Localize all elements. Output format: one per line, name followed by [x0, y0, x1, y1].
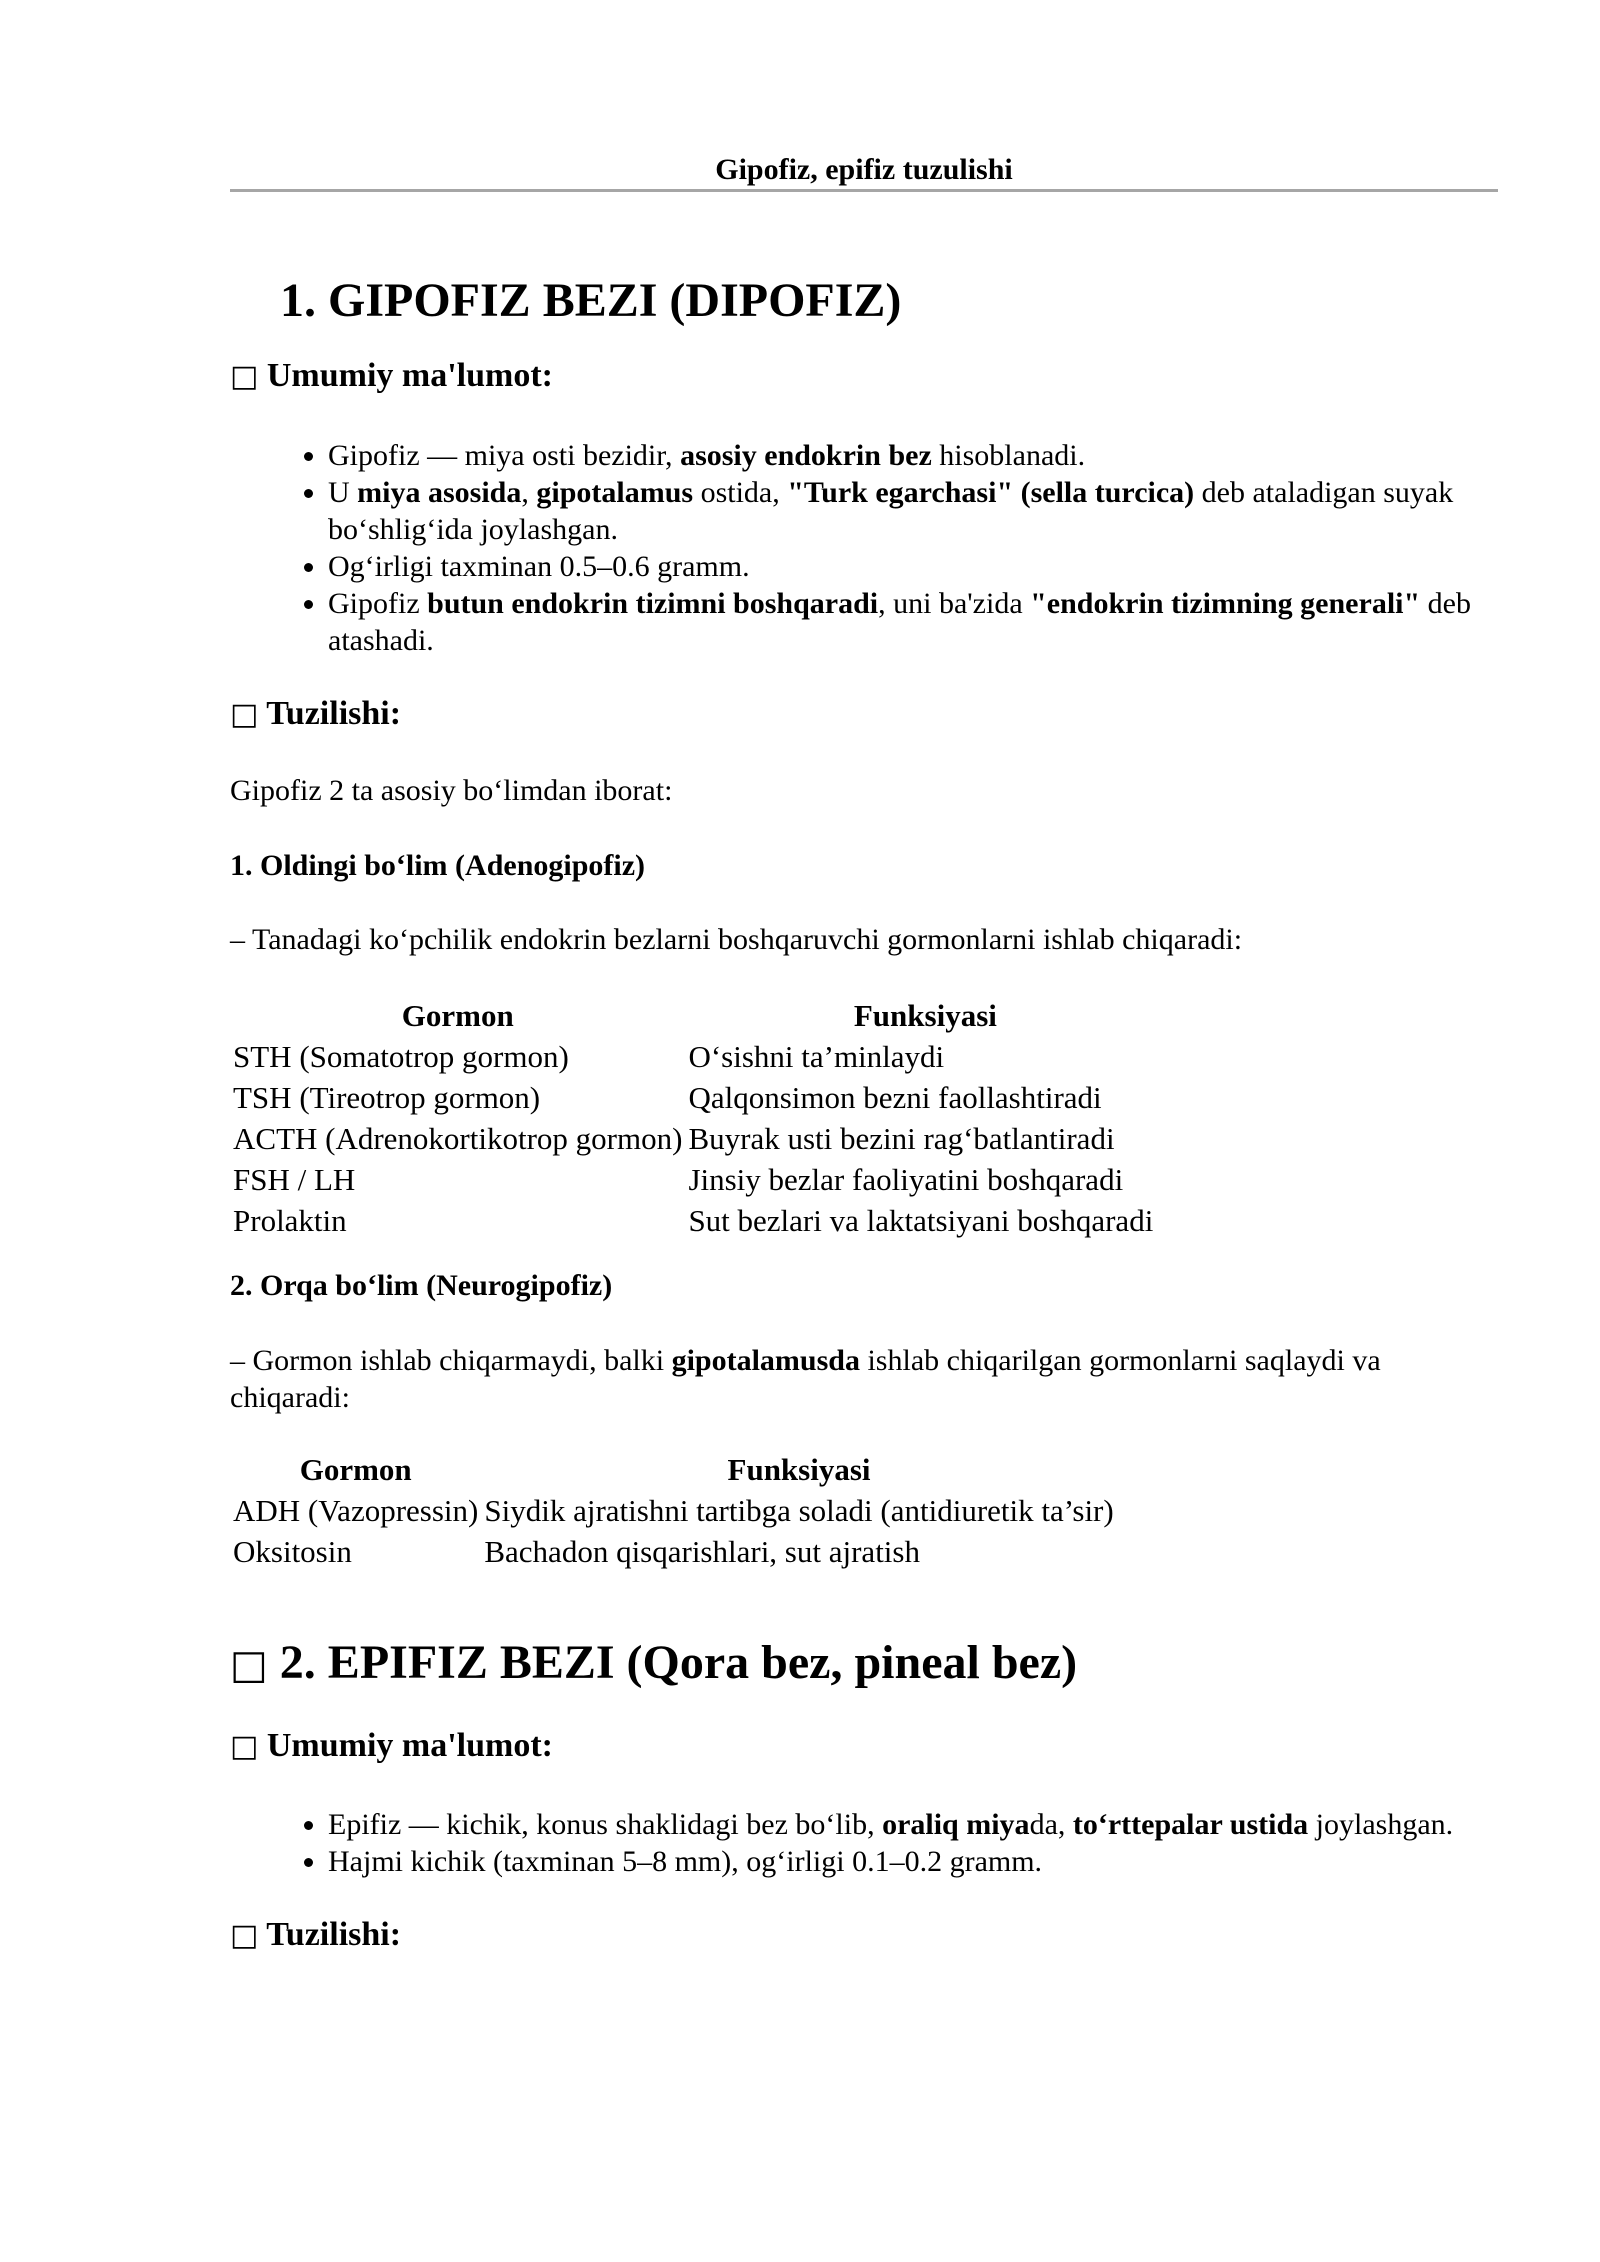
document-content: [230, 270, 1498, 1958]
table-row: [230, 1118, 1156, 1159]
header-rule: [230, 189, 1498, 192]
text-run: Gipofiz — miya osti bezidir,: [328, 439, 681, 472]
table-cell: STH (Somatotrop gormon): [233, 1039, 569, 1074]
part-2-description: [230, 1342, 1498, 1416]
text-run: Epifiz — kichik, konus shaklidagi bez bo‘lib,: [328, 1808, 883, 1841]
text-run: deb atashadi.: [328, 587, 1471, 657]
running-header: Gipofiz, epifiz tuzulishi: [715, 153, 1013, 186]
table-header-row: [230, 1449, 1117, 1490]
part-1-hormone-table: [230, 995, 1156, 1241]
part-2-hormone-table: [230, 1449, 1117, 1572]
part-1-description: [230, 921, 1498, 958]
table-row: [230, 1200, 1156, 1241]
table-row: [230, 1159, 1156, 1200]
section-2-structure-heading: □ Tuzilishi:: [230, 1916, 402, 1953]
table-row: [230, 1531, 1117, 1572]
list-item: [328, 1843, 1498, 1880]
text-run: ,: [521, 476, 537, 509]
column-header: Gormon: [401, 998, 514, 1033]
part-1-title: 1. Oldingi bo‘lim (Adenogipofiz): [230, 849, 646, 882]
section-2-bullets: [230, 1806, 1498, 1880]
list-item: [328, 585, 1498, 659]
text-run: ostida,: [693, 476, 788, 509]
section-1-bullets: [230, 437, 1498, 659]
text-run: "endokrin tizimning generali": [1030, 587, 1421, 620]
table-cell: ADH (Vazopressin): [233, 1493, 479, 1528]
text-run: U: [328, 476, 358, 509]
column-header: Funksiyasi: [853, 998, 997, 1033]
table-cell: TSH (Tireotrop gormon): [233, 1080, 541, 1115]
text-run: to‘rttepalar ustida: [1072, 1808, 1309, 1841]
text-run: , uni ba'zida: [878, 587, 1031, 620]
text-run: "Turk egarchasi" (sella turcica): [787, 476, 1195, 509]
text-run: Gipofiz: [328, 587, 428, 620]
text-run: – Tanadagi ko‘pchilik endokrin bezlarni boshqaruvchi gormonlarni ishlab chiqaradi:: [230, 923, 1243, 956]
table-cell: Siydik ajratishni tartibga soladi (antidiuretik ta’sir): [484, 1493, 1114, 1528]
section-2-title: □ 2. EPIFIZ BEZI (Qora bez, pineal bez): [230, 1636, 1078, 1689]
table-cell: Prolaktin: [233, 1203, 347, 1238]
text-run: miya asosida: [357, 476, 522, 509]
table-row: [230, 1036, 1156, 1077]
table-cell: Buyrak usti bezini rag‘batlantiradi: [688, 1121, 1115, 1156]
list-item: [328, 437, 1498, 474]
text-run: – Gormon ishlab chiqarmaydi, balki: [230, 1344, 672, 1377]
section-1-title: 1. GIPOFIZ BEZI (DIPOFIZ): [280, 274, 902, 327]
box-icon: □: [230, 697, 259, 732]
text-run: asosiy endokrin bez: [680, 439, 932, 472]
table-row: [230, 1077, 1156, 1118]
table-header-row: [230, 995, 1156, 1036]
list-item: [328, 548, 1498, 585]
box-icon: □: [230, 359, 259, 394]
table-cell: Jinsiy bezlar faoliyatini boshqaradi: [688, 1162, 1124, 1197]
table-cell: ACTH (Adrenokortikotrop gormon): [233, 1121, 683, 1156]
part-2-title: 2. Orqa bo‘lim (Neurogipofiz): [230, 1269, 613, 1302]
column-header: Gormon: [299, 1452, 412, 1487]
table-cell: O‘sishni ta’minlaydi: [688, 1039, 945, 1074]
table-cell: Oksitosin: [233, 1534, 352, 1569]
text-run: gipotalamusda: [671, 1344, 860, 1377]
text-run: deb ataladigan suyak bo‘shlig‘ida joylashgan.: [328, 476, 1454, 546]
text-run: hisoblanadi.: [931, 439, 1086, 472]
structure-intro: Gipofiz 2 ta asosiy bo‘limdan iborat:: [230, 774, 673, 807]
list-item: [328, 1806, 1498, 1843]
text-run: Og‘irligi taxminan 0.5–0.6 gramm.: [328, 550, 750, 583]
section-2-info-heading: □ Umumiy ma'lumot:: [230, 1727, 554, 1764]
text-run: Hajmi kichik (taxminan 5–8 mm), og‘irligi 0.1–0.2 gramm.: [328, 1845, 1043, 1878]
box-icon: □: [230, 1642, 268, 1688]
text-run: butun endokrin tizimni boshqaradi: [427, 587, 879, 620]
table-cell: Bachadon qisqarishlari, sut ajratish: [484, 1534, 920, 1569]
box-icon: □: [230, 1729, 259, 1764]
text-run: joylashgan.: [1308, 1808, 1454, 1841]
box-icon: □: [230, 1918, 259, 1953]
table-cell: FSH / LH: [233, 1162, 356, 1197]
text-run: oraliq miya: [882, 1808, 1030, 1841]
section-1-structure-heading: □ Tuzilishi:: [230, 695, 402, 732]
table-row: [230, 1490, 1117, 1531]
table-cell: Qalqonsimon bezni faollashtiradi: [688, 1080, 1102, 1115]
text-run: da,: [1029, 1808, 1073, 1841]
text-run: ishlab chiqarilgan gormonlarni saqlaydi va chiqaradi:: [230, 1344, 1381, 1414]
list-item: [328, 474, 1498, 548]
table-cell: Sut bezlari va laktatsiyani boshqaradi: [688, 1203, 1154, 1238]
column-header: Funksiyasi: [727, 1452, 871, 1487]
text-run: gipotalamus: [536, 476, 694, 509]
section-1-info-heading: □ Umumiy ma'lumot:: [230, 357, 554, 394]
